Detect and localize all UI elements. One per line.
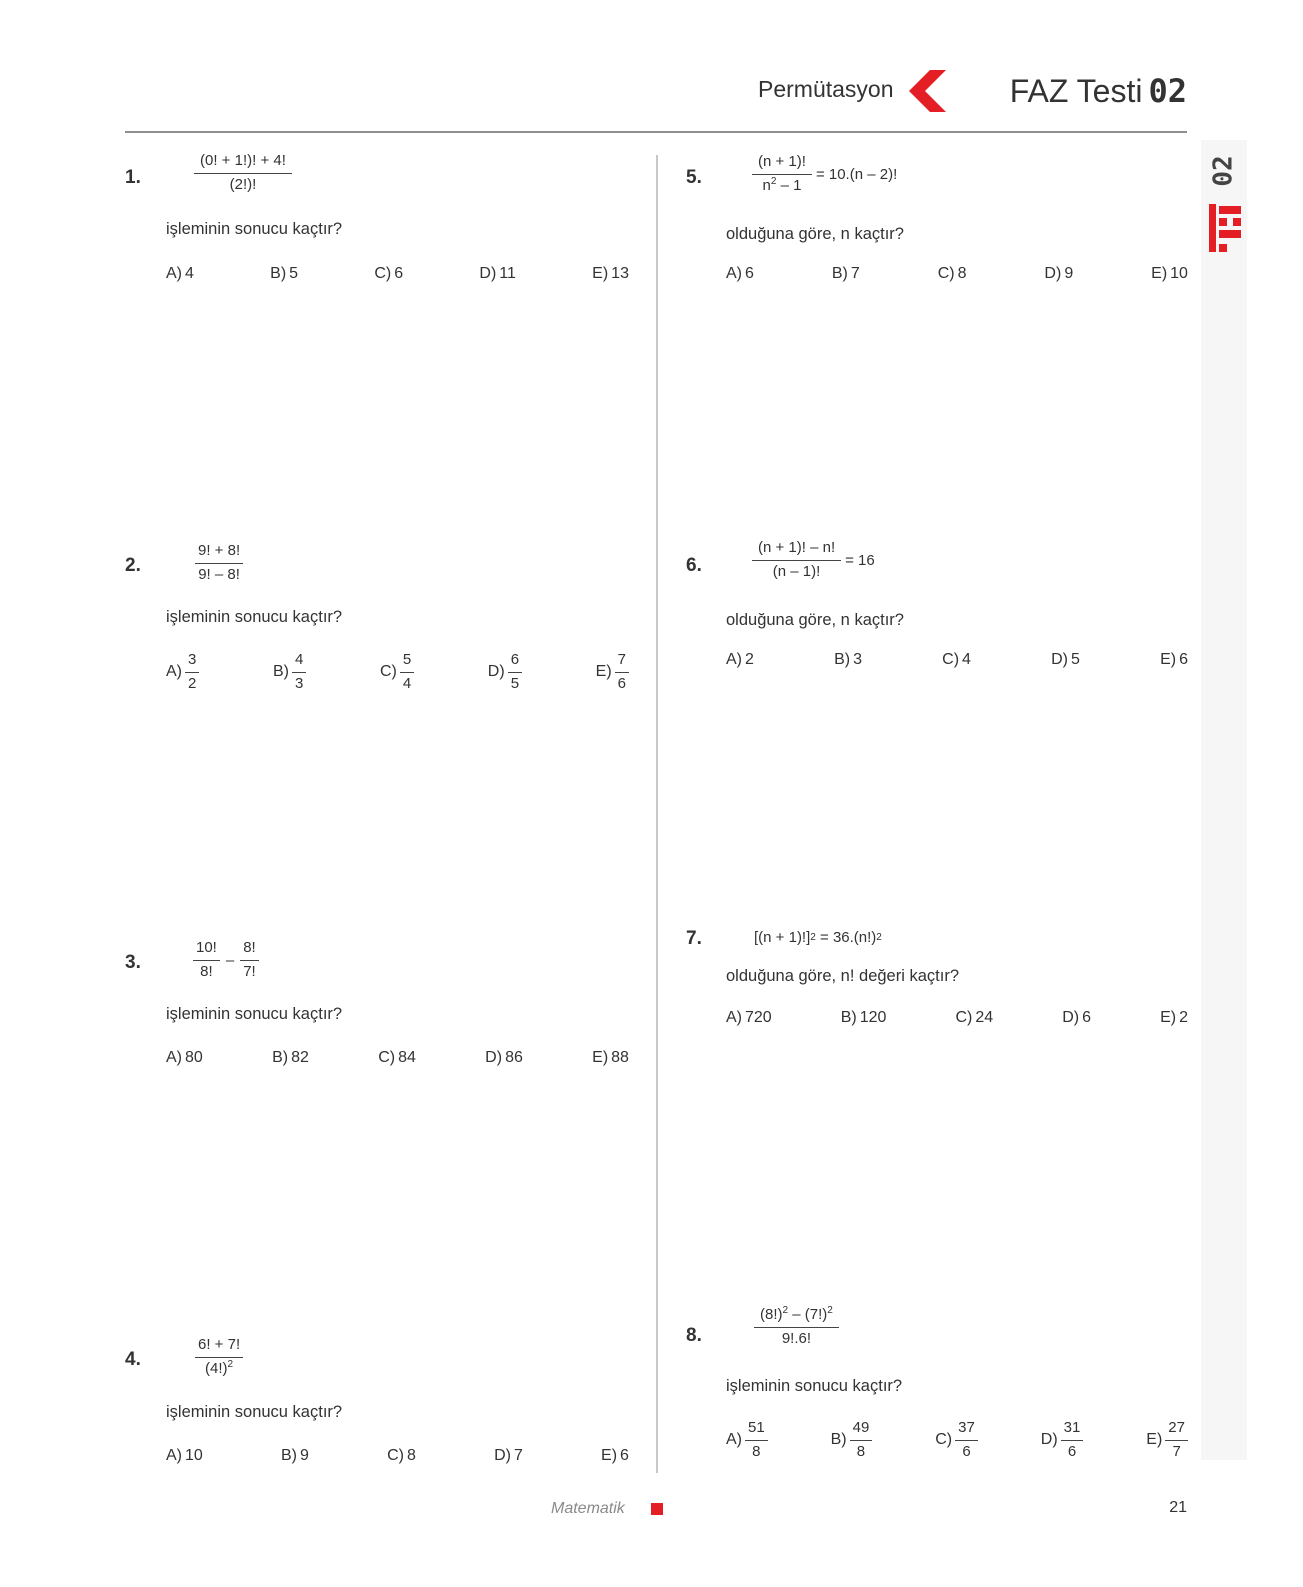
option-d[interactable]: D) 7 — [494, 1447, 523, 1464]
question-1-prompt: işleminin sonucu kaçtır? — [166, 220, 343, 238]
question-3-options — [166, 1038, 629, 1078]
test-title — [1010, 72, 1187, 110]
option-b[interactable]: B) 5 — [270, 265, 299, 282]
question-2-expression: $\frac{9! + 8!}{9! - 8!}$ — [195, 542, 243, 585]
option-a[interactable]: A) $\frac{3}{2}$ — [166, 651, 199, 694]
option-e[interactable]: E) 2 — [1160, 1009, 1188, 1026]
column-divider — [656, 155, 658, 1473]
question-8-prompt: işleminin sonucu kaçtır? — [726, 1377, 903, 1395]
question-6-prompt: olduğuna göre, n kaçtır? — [726, 611, 904, 629]
option-a[interactable]: A) 720 — [726, 1009, 772, 1026]
header-topic: Permütasyon — [758, 76, 894, 102]
option-d[interactable]: D) $\frac{31}{6}$ — [1041, 1419, 1084, 1462]
option-d[interactable]: D) 86 — [485, 1049, 523, 1066]
question-7-number: 7. — [686, 928, 702, 949]
question-7-options — [726, 998, 1188, 1038]
question-1-number: 1. — [125, 167, 141, 188]
option-b[interactable]: B) $\frac{49}{8}$ — [831, 1419, 873, 1462]
option-b[interactable]: B) 3 — [834, 651, 862, 668]
question-6-number: 6. — [686, 555, 702, 576]
question-2-prompt: işleminin sonucu kaçtır? — [166, 608, 343, 626]
option-e[interactable]: E) 6 — [601, 1447, 629, 1464]
question-1-expression: $\frac{(0! + 1!)! + 4!}{(2!)!}$ — [194, 152, 292, 195]
question-8-expression: $\frac{(8!)^2 - (7!)^2}{9!.6!}$ — [754, 1306, 839, 1349]
option-a[interactable]: A) 80 — [166, 1049, 203, 1066]
question-2-number: 2. — [125, 555, 141, 576]
option-b[interactable]: B) $\frac{4}{3}$ — [273, 651, 306, 694]
question-4-expression: $\frac{6! + 7!}{(4!)^2}$ — [195, 1336, 243, 1379]
question-3-number: 3. — [125, 952, 141, 973]
question-7-prompt: olduğuna göre, n! değeri kaçtır? — [726, 967, 959, 985]
option-c[interactable]: C) 6 — [374, 265, 404, 282]
question-4-options — [166, 1436, 629, 1476]
question-5-prompt: olduğuna göre, n kaçtır? — [726, 225, 904, 243]
side-tab-band — [1201, 140, 1247, 1460]
option-a[interactable]: A) $\frac{51}{8}$ — [726, 1419, 768, 1462]
option-a[interactable]: A) 4 — [166, 265, 194, 282]
option-c[interactable]: C) 8 — [387, 1447, 416, 1464]
question-5-options — [726, 254, 1188, 294]
option-e[interactable]: E) 6 — [1160, 651, 1188, 668]
question-2-options — [166, 650, 629, 694]
question-7-expression: [(n + 1)!] 2 = 36.(n!) 2 — [754, 929, 882, 946]
option-b[interactable]: B) 9 — [280, 1447, 309, 1464]
option-d[interactable]: D) 11 — [479, 265, 516, 282]
option-e[interactable]: E) 88 — [592, 1049, 629, 1066]
footer-square-icon — [651, 1503, 663, 1515]
chevron-left-icon — [906, 69, 950, 113]
option-a[interactable]: A) 6 — [726, 265, 754, 282]
option-c[interactable]: C) $\frac{5}{4}$ — [380, 651, 414, 694]
test-label: FAZ Testi — [1009, 73, 1143, 109]
question-5-number: 5. — [686, 167, 702, 188]
question-8-number: 8. — [686, 1325, 702, 1346]
option-e[interactable]: E) $\frac{27}{7}$ — [1146, 1419, 1188, 1462]
question-4-number: 4. — [125, 1349, 141, 1370]
option-e[interactable]: E) $\frac{7}{6}$ — [596, 651, 629, 694]
question-4-prompt: işleminin sonucu kaçtır? — [166, 1403, 343, 1421]
option-a[interactable]: A) 10 — [166, 1447, 203, 1464]
option-a[interactable]: A) 2 — [726, 651, 754, 668]
question-3-prompt: işleminin sonucu kaçtır? — [166, 1005, 343, 1023]
option-d[interactable]: D) 5 — [1051, 651, 1080, 668]
option-d[interactable]: D) $\frac{6}{5}$ — [488, 651, 522, 694]
question-5-expression: $\frac{(n + 1)!}{n^2 - 1}$ = 10.(n – 2)! — [752, 153, 897, 196]
question-1-options — [166, 254, 629, 294]
side-tab-number: 02 — [1209, 155, 1239, 187]
question-8-options — [726, 1418, 1188, 1462]
footer-subject: Matematik — [551, 1500, 625, 1517]
option-b[interactable]: B) 120 — [840, 1009, 887, 1026]
option-e[interactable]: E) 13 — [592, 265, 629, 282]
option-c[interactable]: C) 4 — [942, 651, 971, 668]
option-b[interactable]: B) 82 — [272, 1049, 309, 1066]
question-6-options — [726, 640, 1188, 680]
page-number: 21 — [1169, 1499, 1187, 1516]
question-3-expression: $\frac{10!}{8!}$ – $\frac{8!}{7!}$ — [193, 939, 259, 982]
option-b[interactable]: B) 7 — [831, 265, 860, 282]
option-d[interactable]: D) 6 — [1062, 1009, 1092, 1026]
option-c[interactable]: C) 24 — [955, 1009, 994, 1026]
header-divider — [125, 131, 1187, 133]
option-c[interactable]: C) $\frac{37}{6}$ — [935, 1419, 978, 1462]
question-6-expression: $\frac{(n + 1)! - n!}{(n - 1)!}$ = 16 — [752, 539, 875, 582]
option-c[interactable]: C) 8 — [937, 265, 967, 282]
option-d[interactable]: D) 9 — [1044, 265, 1074, 282]
faz-logo-icon — [1209, 204, 1241, 252]
option-c[interactable]: C) 84 — [378, 1049, 416, 1066]
test-number: 02 — [1148, 72, 1187, 110]
option-e[interactable]: E) 10 — [1151, 265, 1188, 282]
